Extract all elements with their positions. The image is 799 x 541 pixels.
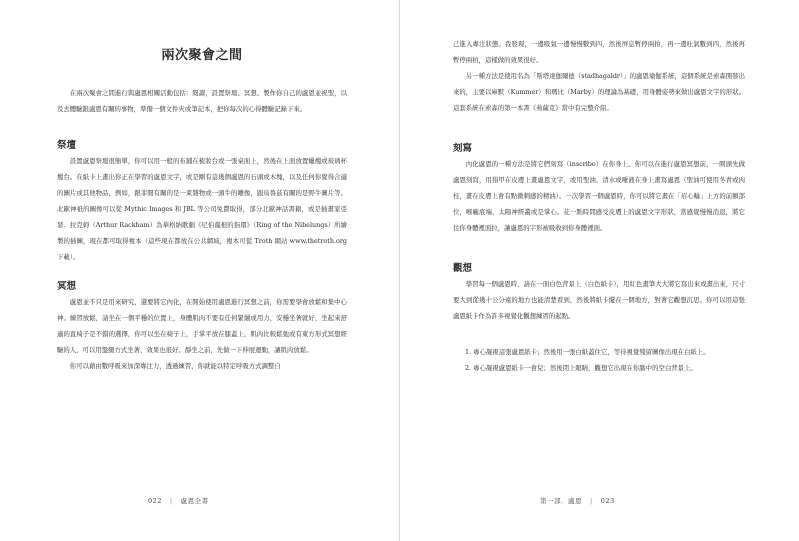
inscription-paragraph: 內化盧恩的一種方法是將它們刻寫（inscribe）在你身上。你可以在進行盧恩冥想前，一開頭先做盧恩刻寫，用指甲在皮膚上畫盧恩文字，或用聖油、清水或唾液在身上畫寫盧恩（聖油可使用冬青或肉桂，畫在皮膚上會有點微刺感的精油）。一次學習一個盧恩時，你可以將它畫在「眉心輪」上方的前額部位，喉嚨底端、太陽神經叢或是掌心。花一點時間感受皮膚上的盧恩文字形狀，當感覺慢慢消退，將它往你身體裡面拉，讓盧恩的字形被吸收到你身體裡面。 (453, 160, 745, 232)
list-item: 2. 專心凝視盧恩紙卡一會兒；然後閉上眼睛，觀想它出現在你腦中的空白背景上。 (465, 364, 697, 372)
section-heading-inscription: 刻寫 (453, 143, 473, 154)
footer-separator: | (590, 497, 593, 505)
right-page-number: 023 (600, 497, 615, 505)
list-item: 1. 專心凝視這張盧恩紙卡；然後用一張白紙蓋住它，等待視覺殘留圖像出現在白紙上。 (465, 348, 710, 356)
intro-paragraph: 在兩次聚會之間進行與盧恩相關活動包括：閱讀，設置祭壇、冥想、製作你自己的盧恩並祝聖，以及去體驗跟盧恩有關的事物，準備一個文件夾或筆記本，把你每次的心得體驗記錄下來。 (57, 89, 347, 113)
meditation-paragraph-2: 你可以藉由數呼吸來加深專注力，透過練習，你就能以特定呼吸方式調整自 (69, 362, 281, 370)
section-heading-meditation: 冥想 (57, 281, 77, 292)
book-title: 盧恩全書 (180, 497, 209, 505)
meditation-paragraph-1: 盧恩並不只是用來研究，還要將它內化，在開始使用盧恩進行冥想之前，你需要學會放鬆和集中心神。練習放鬆，請坐在一個平穩的位置上，身體肌肉不要有任何緊繃或用力，安穩坐著就好，坐起來舒適的直椅子是不錯的選擇，你可以坐在椅子上，手掌平放在膝蓋上，肌肉比較鬆弛或有東方形式冥想經驗的人，可以用盤腿方式坐著，效果也很好。靜坐之前，先做一下伸展運動，讓肌肉放鬆。 (57, 298, 347, 354)
left-footer (148, 496, 209, 505)
footer-section-title: 第一部．盧恩 (540, 497, 582, 505)
stadhagaldr-paragraph: 另一種方法是使用名為「斯塔達伽爾德（stadhagaldr）」的盧恩瑜伽系統，這個系統是索森開發出來的，主要以庫默（Kummer）和瑪比（Marby）的理論為基礎，用身體姿勢來做出盧恩文字的形狀。這套系統在索森的第一本書《弗薩克》當中有完整介紹。 (453, 72, 745, 112)
exercise-list (453, 344, 745, 376)
section-heading-visualization: 觀想 (453, 263, 473, 274)
right-page (400, 0, 799, 541)
right-column (453, 36, 745, 376)
footer-separator: | (169, 497, 173, 505)
continued-paragraph: 己進入專注狀態。我發現，一邊吸氣一邊慢慢數到四，然後屏息暫停兩拍，再一邊吐氣數到四，然後再暫停兩拍，這樣做的效果很好。 (453, 40, 745, 64)
altar-paragraph: 設置盧恩祭壇很簡單，你可以用一般的布鋪在梳妝台或一張桌面上，然後在上面放置蠟燭或玻璃杯燭台。在紙卡上畫出你正在學習的盧恩文字，或是剛有這幾個盧恩的石頭或木塊，以及任何你覺得合適的圖片或其他物品，例如，跟菲閱有關的是一束雜物或一頭牛的雕像，跟烏魯茲有關的是野牛圖片等。北歐神祇的圖像可以從 Mythic Images 和 JBL 等公司免費取得，部分北歐神話書籍，或是插畫家亞瑟．拉克姆（Arthur Rackham）為華格納歌劇《尼伯龍根的指環》（Ring of the Nibelungs）所繪製的插圖，現在都可取得複本（這些現在都放在公共網域，複本可從 Troth 網站 www.thetroth.org 下載）。 (57, 157, 347, 261)
section-heading-altar: 祭壇 (57, 140, 77, 151)
left-column (57, 36, 347, 374)
chapter-title: 兩次聚會之間 (161, 48, 243, 63)
right-footer (540, 496, 615, 505)
visualization-paragraph: 學習每一個盧恩時，請在一面白色背景上（白色紙卡），用紅色畫筆大大將它寫出來或畫出來，尺寸要大到從幾十公分遠的地方也能清楚看到，然後將紙卡擺在一個地方，對著它觀想沉思。你可以用這張盧恩紙卡作為許多視覺化觀想練習的起點。 (453, 280, 745, 320)
left-page (0, 0, 399, 541)
left-page-number: 022 (148, 497, 162, 505)
